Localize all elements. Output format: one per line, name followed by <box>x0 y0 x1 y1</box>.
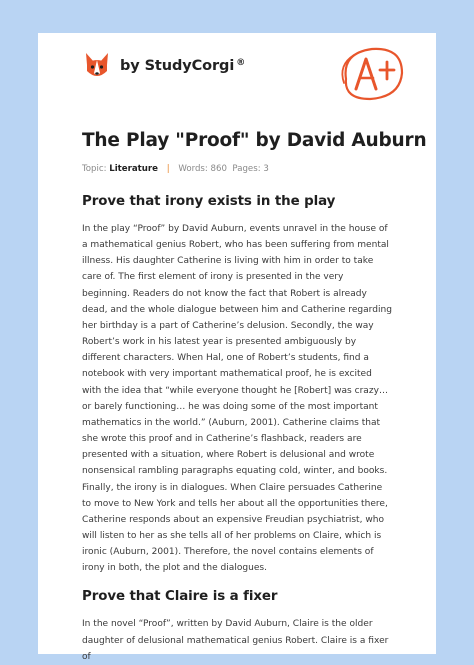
document-title: The Play "Proof" by David Auburn <box>82 130 427 151</box>
page-count: Pages: 3 <box>232 164 269 174</box>
meta-separator: | <box>166 164 170 174</box>
page-header <box>82 33 392 129</box>
document-page <box>38 33 436 662</box>
section-paragraph-irony: In the play “Proof” by David Auburn, events unravel in the house of a mathematical genius Robert, who has been suffering from mental illness. His daughter Catherine is living with him in order to take care of. The first element of irony is presented in the very beginning. Readers do not know the fact that Robert is already dead, and the whole dialogue between him and Catherine regarding her birthday is a part of Catherine’s delusion. Secondly, the way Robert’s work in his latest year is presented ambiguously by different characters. When Hal, one of Robert’s students, find a notebook with very important mathematical proof, he is excited with the idea that “while everyone thought he [Robert] was crazy… or barely functioning… he was doing some of the most important mathematics in the world.” (Auburn, 2001). Catherine claims that she wrote this proof and in Catherine’s flashback, readers are presented with a situation, where Robert is delusional and wrote nonsensical rambling paragraphs equating cold, winter, and books. Finally, the irony is in dialogues. When Claire persuades Catherine to move to New York and tells her about all the opportunities there, Catherine responds about an expensive Freudian psychiatrist, who will listen to her as she tells all of her problems on Claire, which is ironic (Auburn, 2001). Therefore, the novel contains elements of irony in both, the plot and the dialogues. <box>82 224 392 574</box>
section-paragraph-claire: In the novel “Proof”, written by David Auburn, Claire is the older daughter of delusional mathematical genius Robert. Claire is a fixer of <box>82 619 389 662</box>
grade-badge <box>336 43 408 109</box>
topic-label: Topic: <box>82 164 107 174</box>
topic-link[interactable]: Literature <box>109 164 158 174</box>
a-plus-grade-icon <box>336 43 408 105</box>
document-meta <box>82 163 392 175</box>
word-count: Words: 860 <box>178 164 227 174</box>
section-heading-irony: Prove that irony exists in the play <box>82 194 336 209</box>
brand-name: by StudyCorgi ® <box>120 58 246 74</box>
studycorgi-logo[interactable] <box>82 51 245 81</box>
corgi-icon <box>82 51 112 81</box>
section-heading-claire: Prove that Claire is a fixer <box>82 589 278 605</box>
